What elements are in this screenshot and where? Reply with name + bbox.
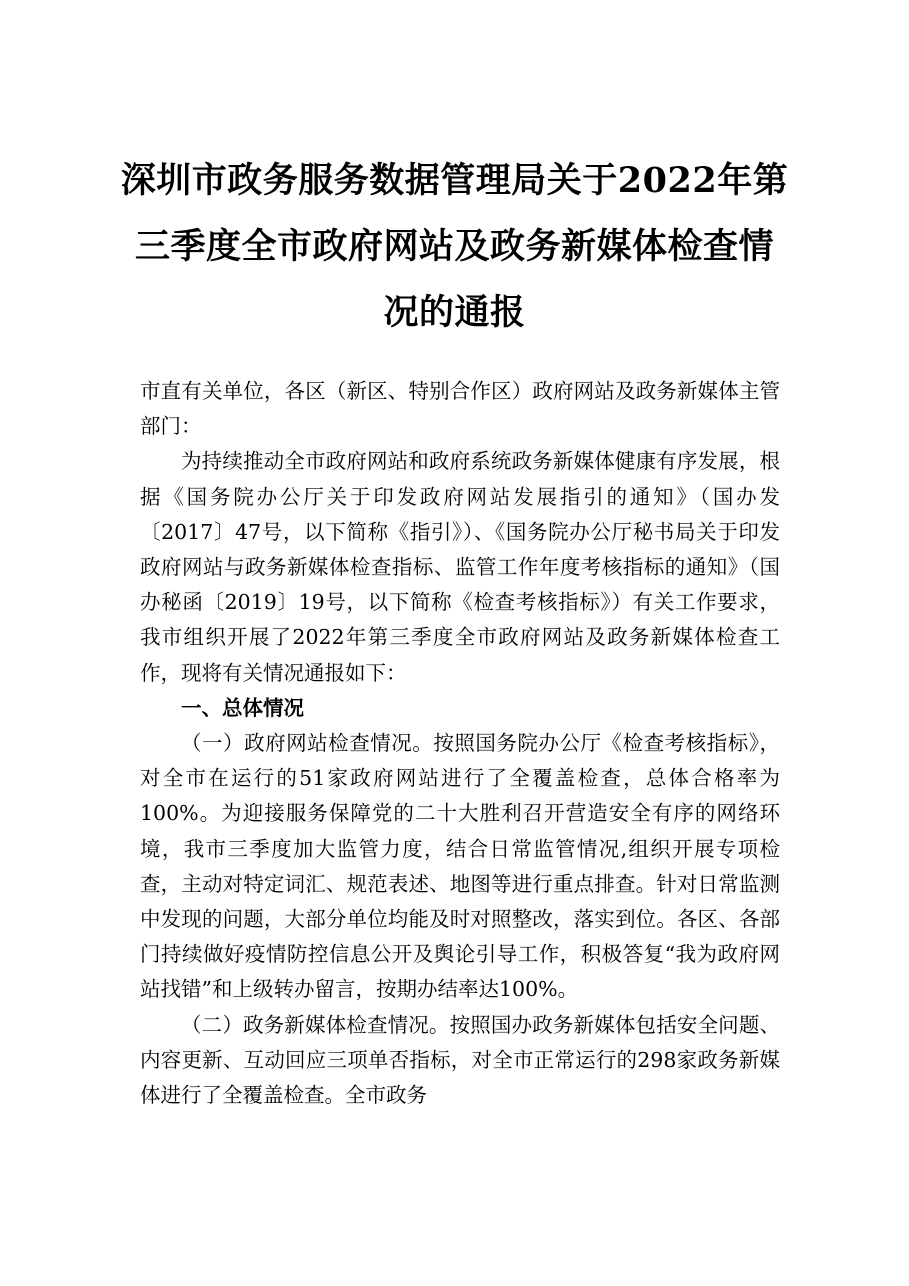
title-line-1: 深圳市政务服务数据管理局关于2022年第 [120, 160, 789, 201]
title-line-2: 三季度全市政府网站及政务新媒体检查情 [134, 226, 774, 267]
subsection-2-paragraph [140, 1008, 780, 1114]
title-line-3: 况的通报 [383, 292, 526, 333]
salutation: 市直有关单位，各区（新区、特别合作区）政府网站及政务新媒体主管部门： [140, 379, 780, 439]
subsection-2-lead: （二）政务新媒体检查情况。 [181, 1012, 450, 1037]
subsection-1-lead: （一）政府网站检查情况。 [181, 731, 434, 756]
section-heading: 一、总体情况 [181, 695, 304, 720]
subsection-1-paragraph [140, 726, 780, 1008]
subsection-1-text: 按照国务院办公厅《检查考核指标》，对全市在运行的51家政府网站进行了全覆盖检查，总体合格率为100%。为迎接服务保障党的二十大胜利召开营造安全有序的网络环境，我市三季度加大监管力度，结合日常监管情况,组织开展专项检查，主动对特定词汇、规范表述、地图等进行重点排查。针对日常监测中发现的问题，大部分单位均能及时对照整改，落实到位。各区、各部门持续做好疫情防控信息公开及舆论引导工作，积极答复“我为政府网站找错”和上级转办留言，按期办结率达100%。 [140, 731, 781, 1002]
document-body [140, 374, 780, 1113]
document-title [120, 148, 789, 346]
intro-paragraph: 为持续推动全市政府网站和政府系统政务新媒体健康有序发展，根据《国务院办公厅关于印发政府网站发展指引的通知》（国办发〔2017〕47号，以下简称《指引》）、《国务院办公厅秘书局关于印发政府网站与政务新媒体检查指标、监管工作年度考核指标的通知》（国办秘函〔2019〕19号，以下简称《检查考核指标》）有关工作要求，我市组织开展了2022年第三季度全市政府网站及政务新媒体检查工作，现将有关情况通报如下： [140, 449, 780, 685]
subsection-2-text: 按照国办政务新媒体包括安全问题、内容更新、互动回应三项单否指标，对全市正常运行的298家政务新媒体进行了全覆盖检查。全市政务 [140, 1012, 781, 1108]
